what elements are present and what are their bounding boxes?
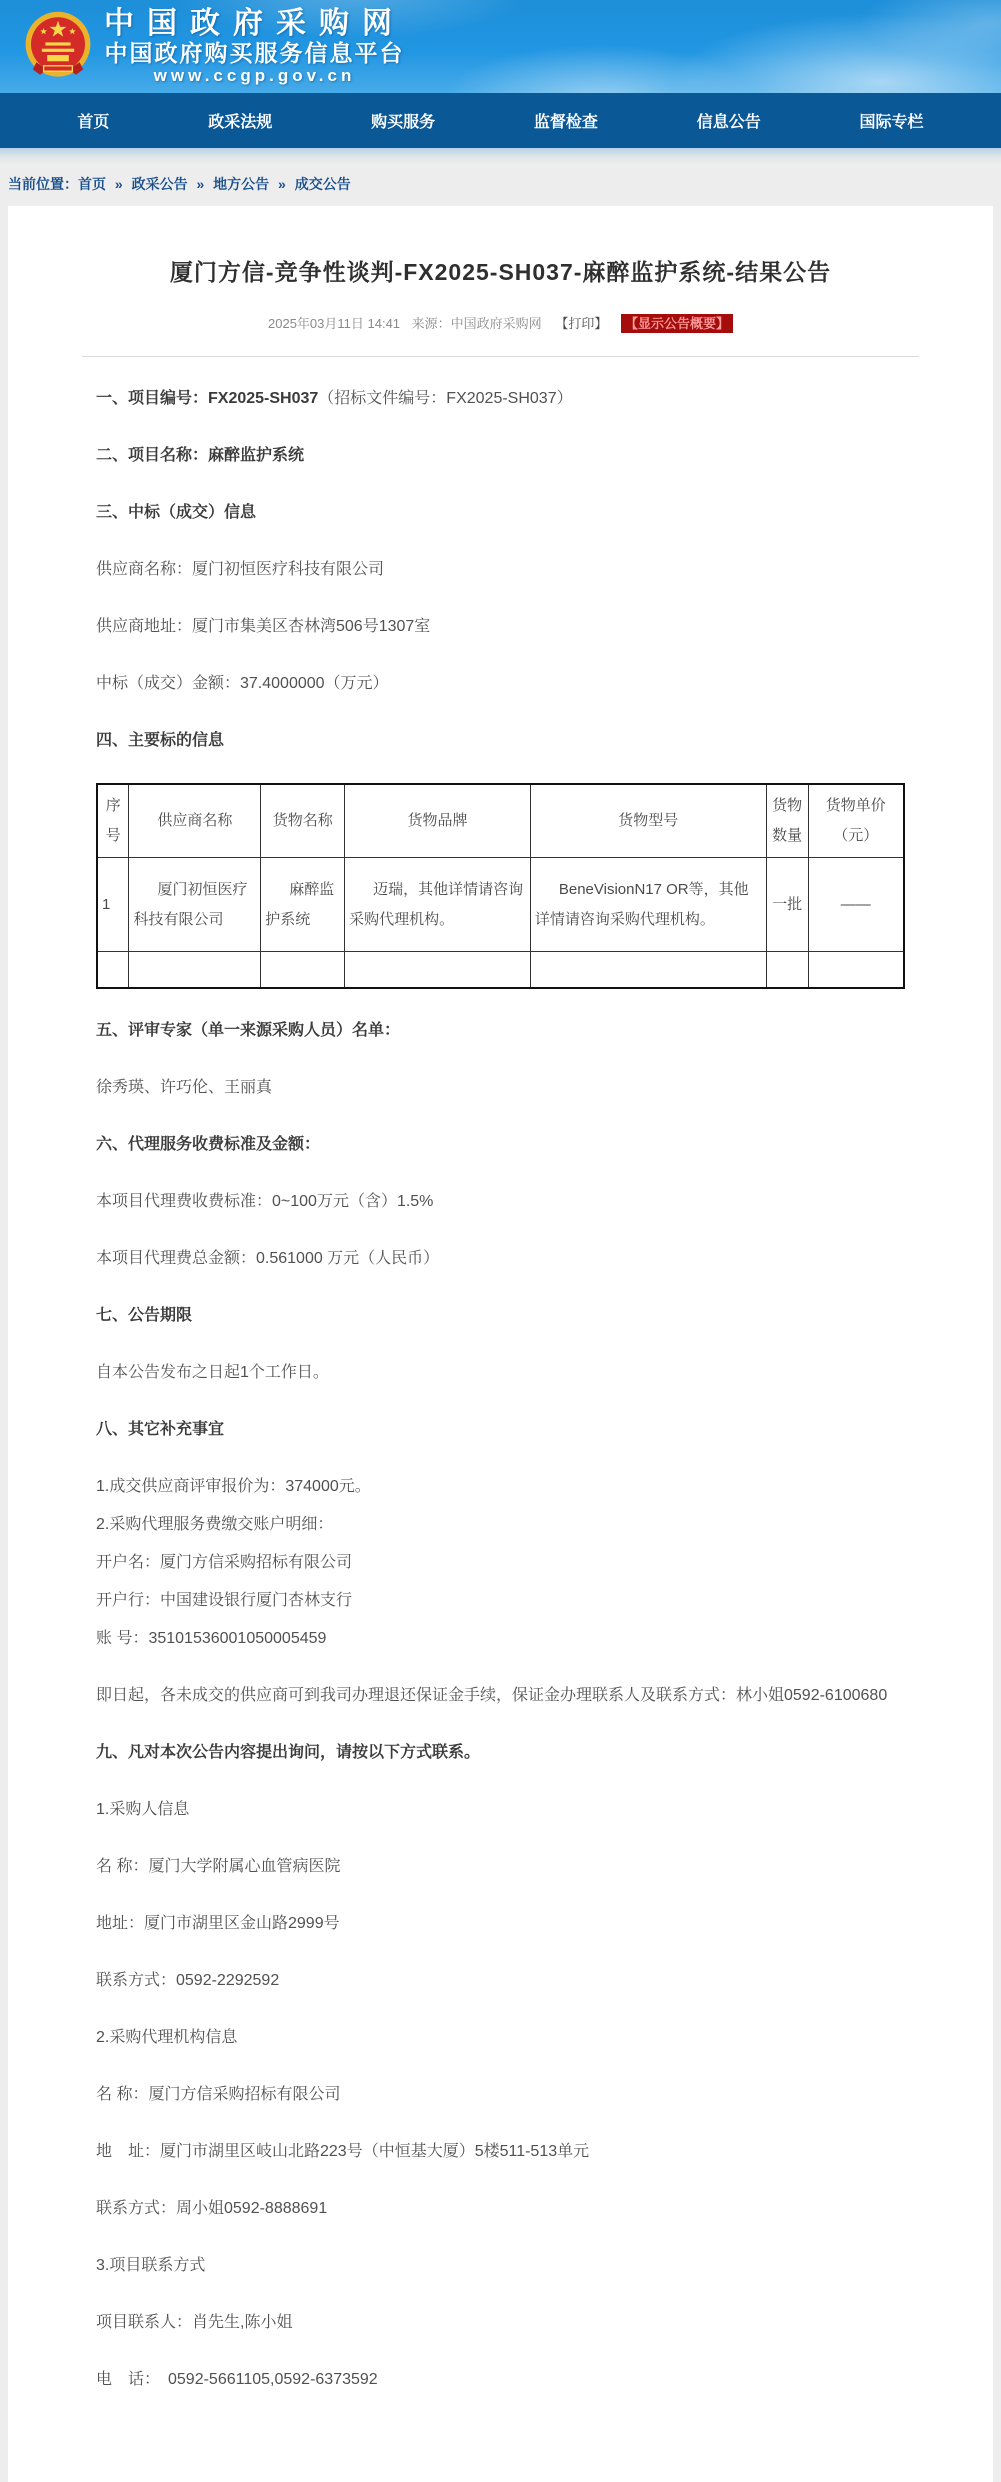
body-paragraph: 电 话： 0592-5661105,0592-6373592	[96, 2370, 378, 2388]
cell-empty	[766, 952, 808, 988]
nav-fade-strip	[0, 148, 1001, 164]
nav-item-international[interactable]: 国际专栏	[859, 114, 924, 131]
section-heading: 二、项目名称：麻醉监护系统	[96, 447, 305, 464]
section-heading: 八、其它补充事宜	[96, 1420, 225, 1438]
cell-supplier: 厦门初恒医疗科技有限公司	[129, 858, 261, 952]
body-paragraph: 账 号：35101536001050005459	[96, 1629, 327, 1647]
col-header-quantity: 货物数量	[766, 784, 808, 858]
body-paragraph: 2.采购代理服务费缴交账户明细：	[96, 1515, 334, 1533]
body-paragraph: 联系方式：0592-2292592	[96, 1971, 280, 1989]
nav-item-announcements[interactable]: 信息公告	[696, 114, 761, 131]
section-heading: 七、公告期限	[96, 1306, 193, 1324]
col-header-goods-name: 货物名称	[261, 784, 345, 858]
section-heading: 三、中标（成交）信息	[96, 504, 257, 521]
body-paragraph: 地 址：厦门市湖里区岐山北路223号（中恒基大厦）5楼511-513单元	[96, 2142, 590, 2160]
body-paragraph: 项目联系人：肖先生,陈小姐	[96, 2313, 293, 2331]
site-header	[0, 0, 1001, 93]
content-box	[8, 206, 993, 2482]
body-paragraph: 供应商地址：厦门市集美区杏林湾506号1307室	[96, 618, 431, 635]
announcement-article	[8, 254, 993, 2395]
body-paragraph: 开户名：厦门方信采购招标有限公司	[96, 1553, 353, 1571]
national-emblem-icon	[22, 10, 94, 82]
cell-unit-price: ——	[808, 858, 904, 952]
table-header-row	[97, 784, 904, 858]
body-after-table	[96, 1016, 905, 2395]
section-heading: 六、代理服务收费标准及金额：	[96, 1135, 321, 1153]
section-heading: 一、项目编号：FX2025-SH037（招标文件编号：FX2025-SH037）	[96, 390, 573, 407]
breadcrumb-separator: »	[196, 176, 205, 192]
body-paragraph: 本项目代理费总金额：0.561000 万元（人民币）	[96, 1249, 440, 1267]
body-paragraph: 开户行：中国建设银行厦门杏林支行	[96, 1591, 353, 1609]
table-row	[97, 858, 904, 952]
nav-item-purchase-services[interactable]: 购买服务	[371, 114, 436, 131]
col-header-brand: 货物品牌	[345, 784, 531, 858]
cell-brand: 迈瑞，其他详情请咨询采购代理机构。	[345, 858, 531, 952]
col-header-model: 货物型号	[530, 784, 766, 858]
cell-empty	[129, 952, 261, 988]
article-source: 来源：中国政府采购网	[411, 316, 542, 331]
show-summary-button[interactable]: 【显示公告概要】	[621, 314, 733, 333]
cell-empty	[530, 952, 766, 988]
breadcrumb-award-announcements[interactable]: 成交公告	[294, 176, 351, 192]
cell-empty	[808, 952, 904, 988]
body-paragraph: 徐秀瑛、许巧伦、王丽真	[96, 1078, 273, 1096]
print-button[interactable]: 【打印】	[555, 316, 608, 331]
publish-datetime: 2025年03月11日 14:41	[268, 316, 401, 331]
title-divider	[82, 356, 919, 357]
site-brand	[104, 8, 405, 86]
body-paragraph: 3.项目联系方式	[96, 2256, 206, 2274]
section-heading: 五、评审专家（单一来源采购人员）名单：	[96, 1021, 401, 1039]
body-paragraph: 名 称：厦门方信采购招标有限公司	[96, 2085, 341, 2103]
nav-item-regulations[interactable]: 政采法规	[208, 114, 273, 131]
body-paragraph: 1.成交供应商评审报价为：374000元。	[96, 1477, 371, 1495]
main-nav	[0, 93, 1001, 148]
breadcrumb-separator: »	[114, 176, 123, 192]
breadcrumb	[0, 164, 1001, 206]
body-paragraph: 名 称：厦门大学附属心血管病医院	[96, 1857, 341, 1875]
nav-item-supervision[interactable]: 监督检查	[533, 114, 598, 131]
breadcrumb-separator: »	[278, 176, 286, 192]
col-header-unit-price: 货物单价（元）	[808, 784, 904, 858]
body-paragraph: 联系方式：周小姐0592-8888691	[96, 2199, 328, 2217]
site-title: 中国政府采购网	[104, 6, 405, 40]
body-before-table	[96, 384, 905, 756]
body-paragraph: 自本公告发布之日起1个工作日。	[96, 1363, 329, 1381]
col-header-supplier: 供应商名称	[129, 784, 261, 858]
table-row-empty	[97, 952, 904, 988]
cell-quantity: 一批	[766, 858, 808, 952]
main-bid-items-table	[96, 783, 905, 989]
section-heading: 九、凡对本次公告内容提出询问，请按以下方式联系。	[96, 1743, 481, 1761]
body-paragraph: 供应商名称：厦门初恒医疗科技有限公司	[96, 561, 385, 578]
breadcrumb-home[interactable]: 首页	[78, 176, 106, 192]
breadcrumb-label: 当前位置：	[8, 176, 78, 192]
body-paragraph: 中标（成交）金额：37.4000000（万元）	[96, 675, 389, 692]
nav-item-home[interactable]: 首页	[77, 114, 110, 131]
page-title: 厦门方信-竞争性谈判-FX2025-SH037-麻醉监护系统-结果公告	[169, 259, 832, 285]
col-header-seq: 序号	[97, 784, 129, 858]
cell-empty	[345, 952, 531, 988]
body-paragraph: 即日起，各未成交的供应商可到我司办理退还保证金手续，保证金办理联系人及联系方式：林小姐0592-6100680	[96, 1686, 888, 1704]
site-url: www.ccgp.gov.cn	[153, 65, 356, 85]
body-paragraph: 地址：厦门市湖里区金山路2999号	[96, 1914, 340, 1932]
national-emblem-logo	[22, 10, 94, 87]
section-heading: 四、主要标的信息	[96, 732, 225, 749]
breadcrumb-procurement-announcements[interactable]: 政采公告	[131, 176, 188, 192]
article-meta	[96, 313, 905, 332]
breadcrumb-local-announcements[interactable]: 地方公告	[213, 176, 270, 192]
cell-seq: 1	[97, 858, 129, 952]
body-paragraph: 本项目代理费收费标准：0~100万元（含）1.5%	[96, 1192, 434, 1210]
cell-empty	[97, 952, 129, 988]
cell-goods-name: 麻醉监护系统	[261, 858, 345, 952]
body-paragraph: 1.采购人信息	[96, 1800, 190, 1818]
body-paragraph: 2.采购代理机构信息	[96, 2028, 238, 2046]
site-subtitle: 中国政府购买服务信息平台	[104, 39, 405, 66]
cell-model: BeneVisionN17 OR等，其他详情请咨询采购代理机构。	[530, 858, 766, 952]
cell-empty	[261, 952, 345, 988]
